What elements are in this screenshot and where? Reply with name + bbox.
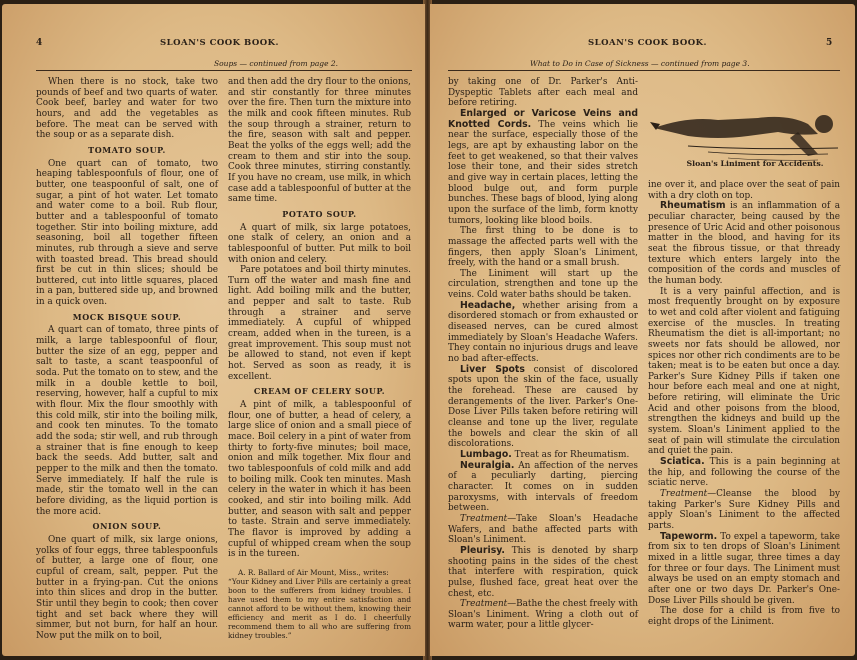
testimonial <box>228 568 411 640</box>
paragraph: —Cleanse the blood by taking Parker's Sure Kidney Pills and apply Sloan's Liniment to the affected parts. <box>648 489 840 531</box>
treatment-label: Treatment <box>460 513 508 524</box>
page-header: SLOAN'S COOK BOOK. <box>160 38 280 48</box>
paragraph: When there is no stock, take two pounds of beef and two quarts of water. Cook beef, barley and water for two hours, and add the vegetables as before. The meat can be served with the soup or as a separate dish. <box>36 77 218 141</box>
paragraph: Pare potatoes and boil thirty minutes. Turn off the water and mash fine and light. Add boiling milk and the butter, and pepper and salt to taste. Rub through a strainer and serve immediately. A cupful of whipped cream, added when in the tureen, is a great improvement. This soup must not be allowed to stand, not even if kept hot. Served as soon as ready, it is excellent. <box>228 265 411 382</box>
paragraph: The dose for a child is from five to eight drops of the Liniment. <box>648 606 840 627</box>
testimonial-quote: “Your Kidney and Liver Pills are certainly a great boon to the sufferers from kidney troubles. I have used them to my entire satisfaction and cannot afford to be without them, knowing their efficiency and merit as I do. I cheerfully recommend them to all who are suffering from kidney troubles.” <box>228 576 411 640</box>
paragraph: —Take Sloan's Headache Wafers, and bathe affected parts with Sloan's Liniment. <box>448 513 638 546</box>
section-title-mock-bisque: MOCK BISQUE SOUP. <box>72 311 182 322</box>
heading-neuralgia: Neuralgia. <box>460 459 515 471</box>
paragraph: To expel a tapeworm, take from six to ten drops of Sloan's Liniment mixed in a little sugar, three times a day for three or four days. The Liniment must always be used on an empty stomach and after one or two days Dr. Parker's One-Dose Liver Pills should be given. <box>648 531 840 606</box>
paragraph: Treat as for Rheumatism. <box>514 449 630 460</box>
heading-pleurisy: Pleurisy. <box>460 544 505 556</box>
heading-lumbago: Lumbago. <box>460 448 512 460</box>
paragraph: whether arising from a disordered stomach or from exhausted or diseased nerves, can be cured almost immediately by Sloan's Headache Wafers. They contain no injurious drugs and leave no bad after-effects. <box>448 300 639 365</box>
man-falling-illustration-icon <box>648 106 844 166</box>
treatment-label: Treatment <box>660 489 708 500</box>
paragraph: One quart of milk, six large onions, yolks of four eggs, three tablespoonfuls of butter, a large one of flour, one cupful of cream, salt, pepper. Put the butter in a frying-pan. Cut the onions into thin slices and drop in the butter. Stir until they begin to cook; then cover tight and set back where they will simmer, but not burn, for half an hour. Now put the milk on to boil, <box>36 534 218 641</box>
section-title-cream-of-celery: CREAM OF CELERY SOUP. <box>253 386 386 397</box>
paragraph: This is a pain beginning at the hip, and following the course of the sciatic nerve. <box>648 457 840 489</box>
right-page <box>430 4 855 656</box>
section-title-onion-soup: ONION SOUP. <box>92 521 162 532</box>
left-page <box>2 4 425 656</box>
left-column-1 <box>36 77 218 641</box>
right-column-1 <box>448 77 638 631</box>
paragraph: The Liniment will start up the circulation, strengthen and tone up the veins. Cold water baths should be taken. <box>448 268 638 301</box>
paragraph: —Bathe the chest freely with Sloan's Liniment. Wring a cloth out of warm water, pour a little glycer- <box>448 599 638 631</box>
section-title-tomato-soup: TOMATO SOUP. <box>88 144 166 155</box>
page-number: 5 <box>826 38 833 48</box>
heading-sciatica: Sciatica. <box>660 456 705 468</box>
paragraph: A pint of milk, a tablespoonful of flour, one of butter, a head of celery, a large slice of onion and a small piece of mace. Boil celery in a pint of water from thirty to forty-five minutes; boil mace, onion and milk together. Mix flour and two tablespoonfuls of cold milk and add to boiling milk. Cook ten minutes. Mash celery in the water in which it has been cooked, and stir into boiling milk. Add butter, and season with salt and pepper to taste. Strain and serve immediately. The flavor is improved by adding a cupful of whipped cream when the soup is in the tureen. <box>228 400 411 560</box>
paragraph: A quart can of tomato, three pints of milk, a large tablespoonful of flour, butter the size of an egg, pepper and salt to taste, a scant teaspoonful of soda. Put the tomato on to stew, and the milk in a double kettle to boil, reserving, however, half a cupful to mix with flour. Mix the flour smoothly with this cold milk, stir into the boiling milk, and cook ten minutes. To the tomato add the soda; stir well, and rub through a strainer that is fine enough to keep back the seeds. Add butter, salt and pepper to the milk and then the tomato. Serve immediately. If half the rule is made, stir the tomato well in the can before dividing, as the liquid portion is the more acid. <box>36 325 218 517</box>
paragraph: It is a very painful affection, and is most frequently brought on by exposure to wet and cold after violent and fatiguing exercise of the muscles. In treating Rheumatism the diet is all-important; no sweets nor fats should be allowed, nor spices nor other rich condiments are to be taken; meat is to be eaten but once a day. Parker's Sure Kidney Pills if taken one hour before each meal and one at night, before retiring, will eliminate the Uric Acid and other poisons from the blood, strengthen the kidneys and build up the system. Sloan's Liniment applied to the seat of pain will stimulate the circulation and quiet the pain. <box>648 286 840 457</box>
heading-headache: Headache, <box>460 299 516 311</box>
page-number: 4 <box>36 38 43 48</box>
page-header: SLOAN'S COOK BOOK. <box>588 38 708 48</box>
illustration-caption: Sloan's Liniment for Accidents. <box>686 159 824 168</box>
heading-rheumatism: Rheumatism <box>660 200 726 212</box>
paragraph: The veins which lie near the surface, especially those of the legs, are apt by exhausting labor on the feet to get weakened, so that their valves lose their tone, and their sides stretch and give way in certain places, letting the blood bulge out, and form purple bunches. These bags of blood, lying along upon the surface of the limb, form knotty tumors, looking like blood boils. <box>448 119 638 226</box>
paragraph: consist of discolored spots upon the skin of the face, usually the forehead. These are caused by derangements of the liver. Parker's One-Dose Liver Pills taken before retiring will cleanse and tone up the liver, regulate the bowels and clear the skin of all discolorations. <box>448 364 639 450</box>
paragraph: This is denoted by sharp shooting pains in the sides of the chest that interfere with respiration, quick pulse, flushed face, great heat over the chest, etc. <box>448 545 638 599</box>
paragraph: An affection of the nerves of a peculiarly darting, piercing character. It comes on in sudden paroxysms, with intervals of freedom between. <box>448 460 638 514</box>
section-title-potato-soup: POTATO SOUP. <box>282 208 357 219</box>
heading-tapeworm: Tapeworm. <box>660 530 718 542</box>
paragraph: ine over it, and place over the seat of pain with a dry cloth on top. <box>648 180 840 201</box>
header-rule <box>448 70 840 71</box>
right-column-2 <box>648 180 840 628</box>
header-rule <box>36 70 412 71</box>
heading-varicose-veins: Enlarged or Varicose Veins and Knotted Cords. <box>448 107 638 130</box>
heading-liver-spots: Liver Spots <box>460 363 525 375</box>
page-subheader: Soups — continued from page 2. <box>214 59 339 68</box>
page-subheader: What to Do in Case of Sickness — continued from page 3. <box>530 59 750 68</box>
treatment-label: Treatment <box>460 599 508 610</box>
paragraph: The first thing to be done is to massage the affected parts well with the fingers, then apply Sloan's Liniment, freely, with the hand or a small brush. <box>448 226 638 269</box>
paragraph: is an inflammation of a peculiar character, being caused by the presence of Uric Acid and other poisonous matter in the blood, and having for its seat the fibrous tissue, or that thready texture which enters largely into the composition of the cords and muscles of the human body. <box>648 201 840 286</box>
left-column-2 <box>228 77 411 640</box>
paragraph: and then add the dry flour to the onions, and stir constantly for three minutes over the fire. Then turn the mixture into the milk and cook fifteen minutes. Rub the soup through a strainer, return to the fire, season with salt and pepper. Beat the yolks of the eggs well; add the cream to them and stir into the soup. Cook three minutes, stirring constantly. If you have no cream, use milk, in which case add a tablespoonful of butter at the same time. <box>228 77 411 205</box>
testimonial-intro: A. R. Ballard of Air Mount, Miss., writes: <box>238 567 389 577</box>
paragraph: A quart of milk, six large potatoes, one stalk of celery, an onion and a tablespoonful of butter. Put milk to boil with onion and celery. <box>228 222 411 265</box>
paragraph: by taking one of Dr. Parker's Anti-Dyspeptic Tablets after each meal and before retiring. <box>448 77 638 109</box>
paragraph: One quart can of tomato, two heaping tablespoonfuls of flour, one of butter, one teaspoonful of salt, one of sugar, a pint of hot water. Let tomato and water come to a boil. Rub flour, butter and a tablespoonful of tomato together. Stir into boiling mixture, add seasoning, boil all together fifteen minutes, rub through a sieve and serve with toasted bread. This bread should first be cut in thin slices; should be buttered, cut into little squares, placed in a pan, buttered side up, and browned in a quick oven. <box>36 158 218 308</box>
